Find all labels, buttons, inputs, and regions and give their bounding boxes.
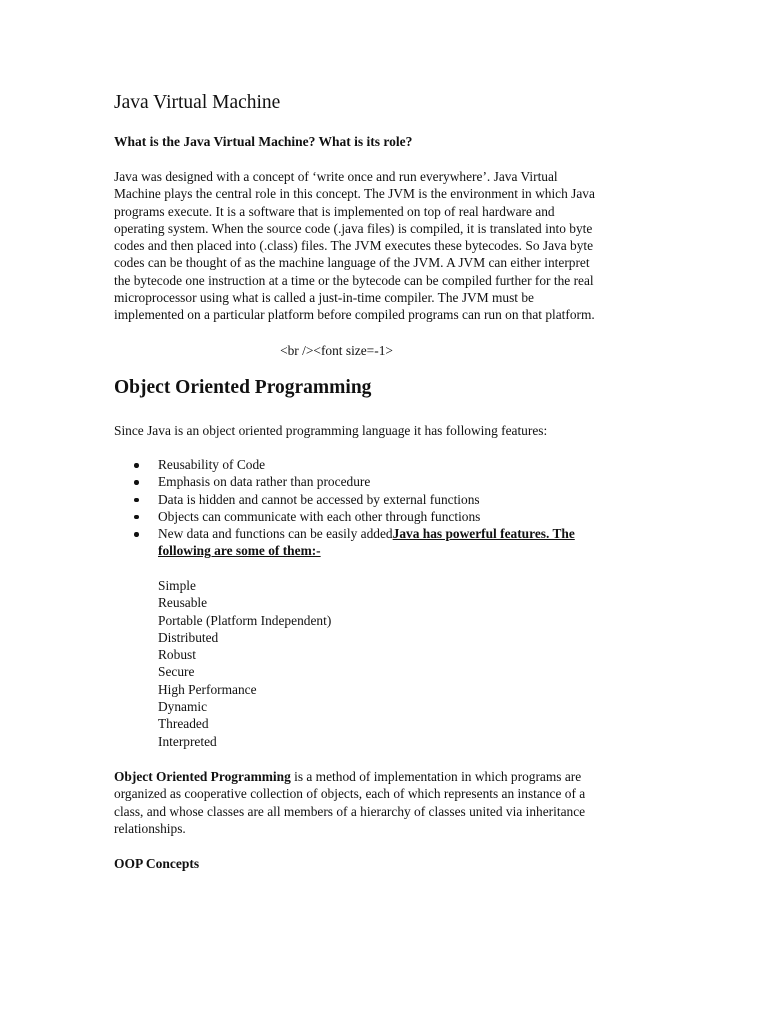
- paragraph-line: programs execute. It is a software that is implemented on top of real hardware and: [114, 203, 555, 219]
- paragraph-line: codes and then placed into (.class) files. The JVM executes these bytecodes. So Java byte: [114, 238, 594, 254]
- paragraph-line: microprocessor using what is called a just-in-time compiler. The JVM must be: [114, 290, 534, 306]
- paragraph-line: codes can be thought of as the machine language of the JVM. A JVM can either interpret: [114, 255, 590, 271]
- paragraph-line: the bytecode one instruction at a time or the bytecode can be compiled further for the real: [114, 272, 594, 288]
- markup-note: <br /><font size=-1>: [280, 343, 393, 358]
- paragraph-line: class, and whose classes are all members of a hierarchy of classes united via inheritance: [114, 803, 586, 819]
- list-item: [114, 456, 575, 473]
- list-item: High Performance: [158, 681, 257, 697]
- list-item: Portable (Platform Independent): [158, 612, 332, 628]
- list-item: Simple: [158, 578, 196, 593]
- list-item: Reusable: [158, 595, 208, 611]
- paragraph-line: Java was designed with a concept of ‘write once and run everywhere’. Java Virtual: [114, 169, 558, 184]
- list-item: [114, 525, 575, 560]
- list-item: Secure: [158, 664, 195, 680]
- java-features-intro-continued: following are some of them:-: [158, 543, 321, 559]
- paragraph-line: Machine plays the central role in this concept. The JVM is the environment in which Java: [114, 186, 595, 202]
- oop-feature-list: [114, 456, 575, 560]
- list-item: [114, 508, 575, 525]
- bullet-icon: [134, 532, 139, 537]
- list-item: [114, 491, 575, 508]
- document-title: Java Virtual Machine: [114, 92, 281, 113]
- oop-concepts-heading: OOP Concepts: [114, 856, 200, 871]
- list-item-text: New data and functions can be easily added: [158, 526, 393, 542]
- bullet-icon: [134, 463, 139, 468]
- oop-intro: Since Java is an object oriented programming language it has following features:: [114, 423, 548, 438]
- oop-definition-text: is a method of implementation in which programs are: [290, 769, 582, 784]
- bullet-icon: [134, 480, 139, 485]
- paragraph-line: operating system. When the source code (.java files) is compiled, it is translated into byte: [114, 220, 593, 236]
- list-item: Distributed: [158, 629, 219, 645]
- list-item: Dynamic: [158, 699, 208, 715]
- oop-definition-paragraph: [114, 768, 659, 837]
- java-features-intro: Java has powerful features. The: [392, 526, 575, 542]
- list-item-text: Reusability of Code: [158, 457, 266, 472]
- list-item-text: Emphasis on data rather than procedure: [158, 474, 371, 490]
- java-features-list: [158, 577, 331, 750]
- list-item: Interpreted: [158, 733, 217, 749]
- bullet-icon: [134, 515, 139, 520]
- paragraph-line: organized as cooperative collection of objects, each of which represents an instance of a: [114, 786, 586, 802]
- list-item: Threaded: [158, 716, 209, 732]
- paragraph-line: implemented on a particular platform before compiled programs can run on that platform.: [114, 307, 595, 323]
- list-item-text: Data is hidden and cannot be accessed by external functions: [158, 491, 480, 507]
- bullet-icon: [134, 498, 139, 503]
- list-item: Robust: [158, 647, 196, 663]
- paragraph-line: relationships.: [114, 820, 186, 836]
- list-item-text: Objects can communicate with each other through functions: [158, 508, 481, 524]
- jvm-paragraph: [114, 168, 659, 324]
- oop-heading: Object Oriented Programming: [114, 377, 372, 398]
- jvm-question-heading: What is the Java Virtual Machine? What is its role?: [114, 134, 413, 149]
- paragraph-line: [114, 768, 659, 785]
- list-item: [114, 473, 575, 490]
- oop-definition-term: Object Oriented Programming: [114, 769, 291, 784]
